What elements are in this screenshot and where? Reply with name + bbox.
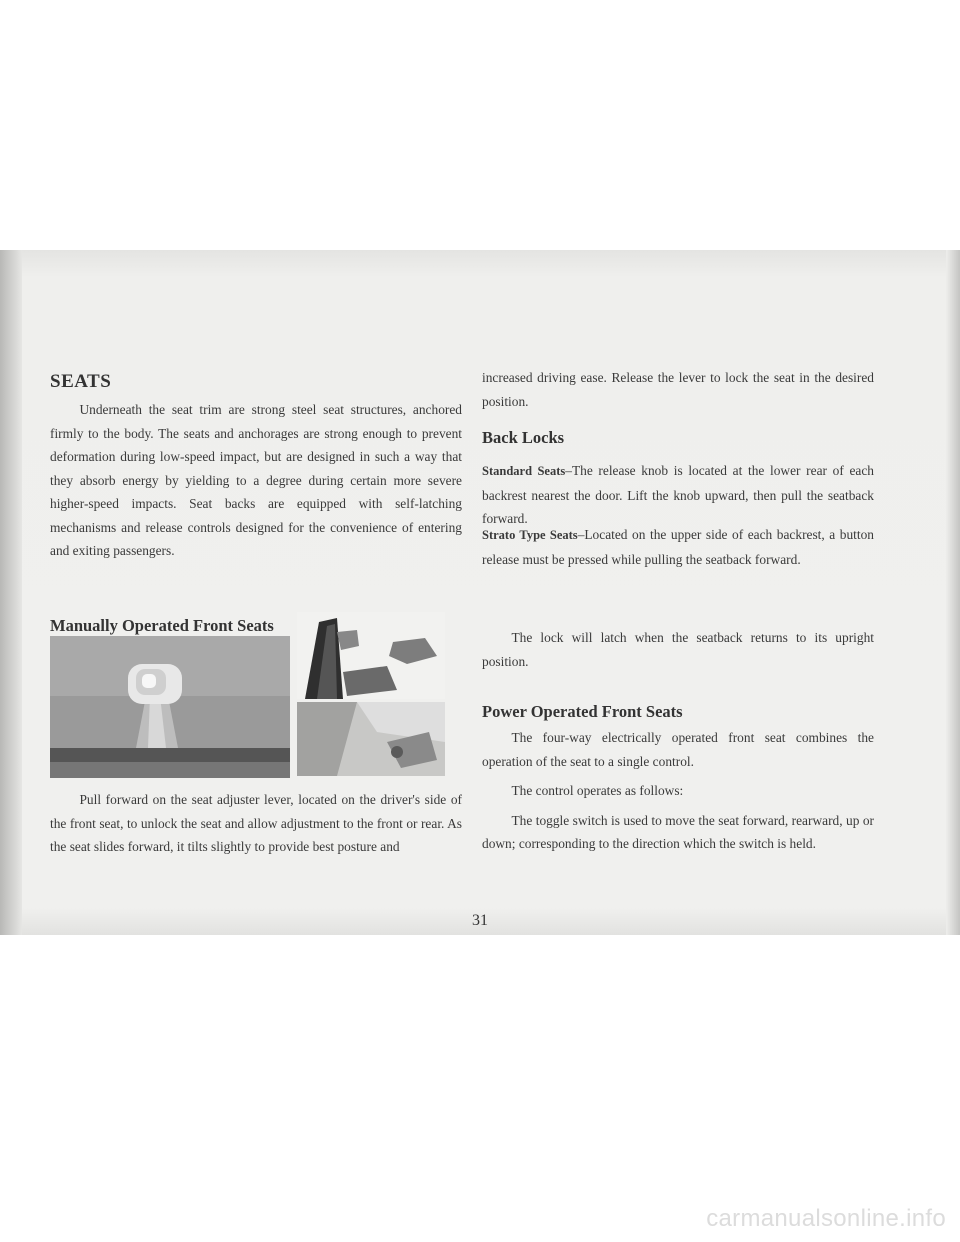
lock-latch-paragraph: The lock will latch when the seatback returns to its upright position. <box>482 630 874 669</box>
power-seats-paragraph-1: The four-way electrically operated front seat combines the operation of the seat to a single control. <box>482 730 874 769</box>
manual-seats-heading: Manually Operated Front Seats <box>50 616 274 635</box>
strato-seats-text: –Located on the upper side of each backrest, a button release must be pressed while pulling the seatback forward. <box>482 527 874 567</box>
backrest-button-photo <box>297 702 445 776</box>
standard-seats-lead: Standard Seats <box>482 464 566 478</box>
power-seats-body <box>482 726 874 856</box>
watermark: carmanualsonline.info <box>706 1205 946 1232</box>
power-seats-paragraph-2: The control operates as follows: <box>511 783 684 798</box>
strato-seats-lead: Strato Type Seats <box>482 528 578 542</box>
back-locks-heading: Back Locks <box>482 428 565 447</box>
seat-adjuster-lever-photo <box>50 636 290 778</box>
power-seats-paragraph-3: The toggle switch is used to move the seat forward, rearward, up or down; corresponding to the direction which the switch is held. <box>482 812 874 851</box>
standard-seats-paragraph <box>482 459 874 531</box>
seats-heading: SEATS <box>50 371 112 392</box>
power-seats-heading: Power Operated Front Seats <box>482 702 683 721</box>
strato-seats-paragraph <box>482 523 874 571</box>
page-number: 31 <box>472 912 488 929</box>
manual-seats-paragraph: Pull forward on the seat adjuster lever, located on the driver's side of the front seat, to unlock the seat and allow adjustment to the front or rear. As the seat slides forward, it tilts slightly to provide best posture and <box>50 792 462 854</box>
seats-paragraph: Underneath the seat trim are strong steel seat structures, anchored firmly to the body. The seats and anchorages are strong enough to prevent deformation during low-speed impact, but are designed in such a way that they absorb energy by yielding to a degree during certain more severe higher-speed impacts. Seat backs are equipped with self-latching mechanisms and release controls designed for the convenience of entering and exiting passengers. <box>50 402 462 558</box>
standard-seats-text: –The release knob is located at the lower rear of each backrest nearest the door. Lift the knob upward, then pull the seatback forward. <box>482 463 874 526</box>
seatback-release-photo <box>297 612 445 699</box>
continuation-paragraph: increased driving ease. Release the lever to lock the seat in the desired position. <box>482 370 874 409</box>
